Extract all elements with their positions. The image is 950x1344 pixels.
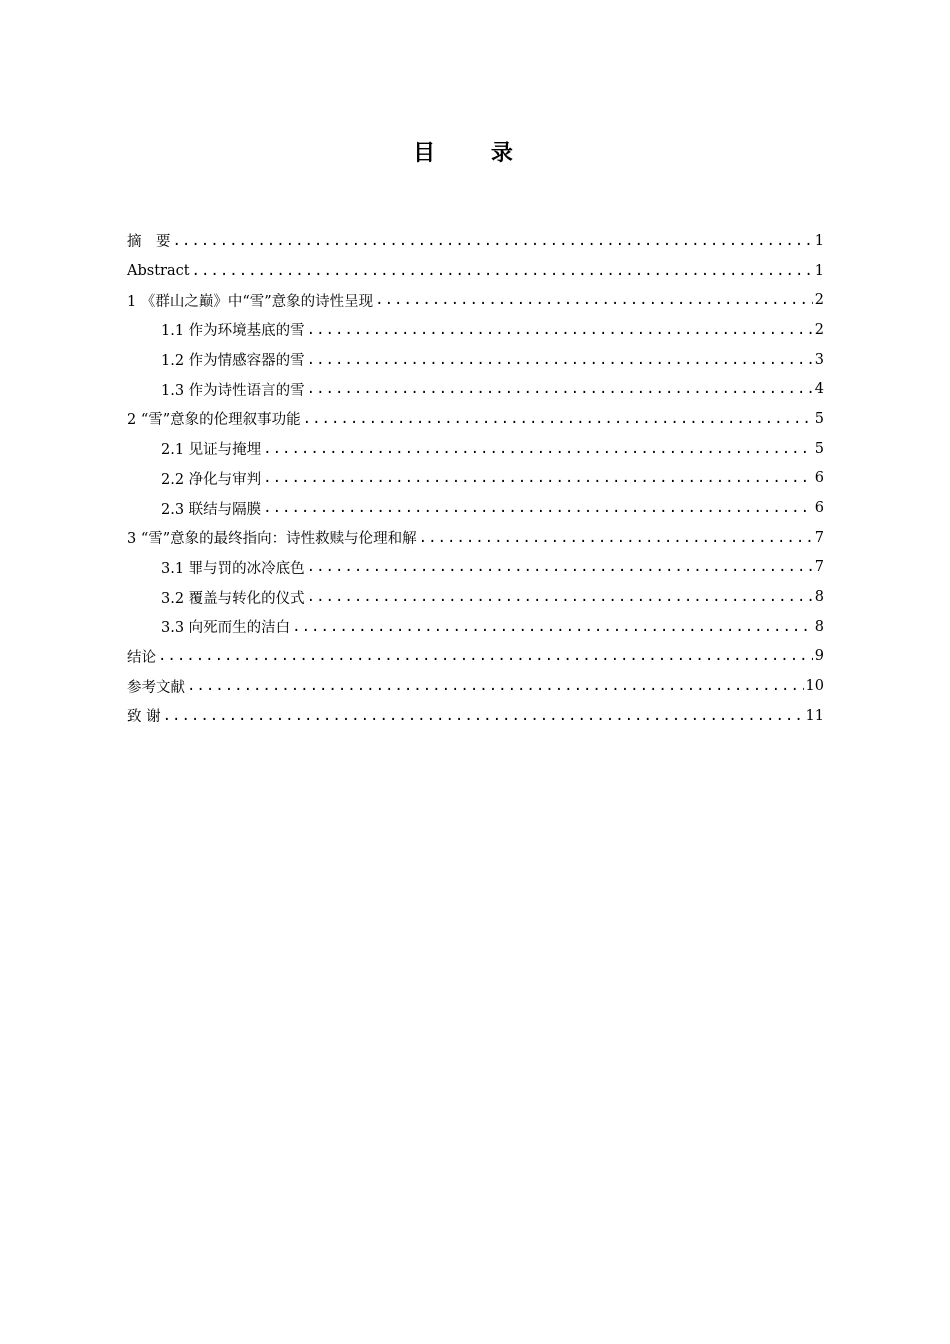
toc-entry-label: 3.3 向死而生的洁白 — [161, 620, 291, 637]
toc-entry-label: 1.1 作为环境基底的雪 — [161, 323, 305, 340]
toc-page-number: 2 — [814, 292, 824, 309]
toc-page-number: 8 — [814, 618, 824, 635]
toc-entry-label: 3.2 覆盖与转化的仪式 — [161, 590, 305, 607]
toc-leader-dots — [307, 381, 813, 397]
toc-subentry[interactable] — [127, 553, 824, 583]
toc-page-number: 7 — [814, 559, 824, 576]
toc-subentry[interactable] — [127, 374, 824, 404]
toc-entry-label: 摘 要 — [127, 234, 171, 251]
toc-leader-dots — [173, 233, 813, 249]
toc-page-number: 5 — [814, 440, 824, 457]
toc-page-number: 2 — [814, 321, 824, 338]
toc-leader-dots — [163, 708, 804, 724]
toc-page-number: 1 — [814, 262, 824, 279]
toc-page-number: 1 — [814, 232, 824, 249]
toc-leader-dots — [375, 292, 813, 308]
toc-page-number: 8 — [814, 589, 824, 606]
toc-subentry[interactable] — [127, 434, 824, 464]
toc-page-number: 7 — [814, 529, 824, 546]
toc-entry-label: 3 “雪”意象的最终指向：诗性救赎与伦理和解 — [127, 531, 417, 548]
toc-subentry[interactable] — [127, 493, 824, 523]
toc-leader-dots — [263, 441, 813, 457]
toc-entry-label: 3.1 罪与罚的冰冷底色 — [161, 560, 305, 577]
toc-page-number: 6 — [814, 500, 824, 517]
toc-page-number: 5 — [814, 410, 824, 427]
toc-entry-label: 1.2 作为情感容器的雪 — [161, 353, 305, 370]
toc-entry[interactable] — [127, 285, 824, 315]
toc-subentry[interactable] — [127, 315, 824, 345]
toc-entry-label: 2.1 见证与掩埋 — [161, 442, 262, 459]
toc-page-number: 10 — [805, 678, 824, 695]
toc-page-number: 11 — [805, 707, 824, 724]
toc-leader-dots — [303, 411, 813, 427]
toc-leader-dots — [307, 352, 813, 368]
toc-entry-label: 结论 — [127, 649, 156, 666]
toc-entry[interactable] — [127, 701, 824, 731]
toc-subentry[interactable] — [127, 612, 824, 642]
toc-page-number: 9 — [814, 648, 824, 665]
toc-page-number: 4 — [814, 381, 824, 398]
toc-entry-label: 致 谢 — [127, 709, 161, 726]
toc-entry-label: 2.3 联结与隔膜 — [161, 501, 262, 518]
toc-leader-dots — [307, 322, 813, 338]
toc-leader-dots — [307, 559, 813, 575]
toc-subentry[interactable] — [127, 582, 824, 612]
toc-entry[interactable] — [127, 226, 824, 256]
toc-entry-label: 2 “雪”意象的伦理叙事功能 — [127, 412, 301, 429]
toc-leader-dots — [419, 530, 813, 546]
toc-title: 目 录 — [413, 141, 537, 166]
toc-entry[interactable] — [127, 671, 824, 701]
toc-leader-dots — [263, 470, 813, 486]
toc-leader-dots — [263, 500, 813, 516]
toc-entry-label: 参考文献 — [127, 679, 185, 696]
toc-leader-dots — [158, 648, 813, 664]
toc-entry[interactable] — [127, 404, 824, 434]
table-of-contents — [127, 226, 824, 731]
toc-entry[interactable] — [127, 256, 824, 286]
toc-entry-label: 2.2 净化与审判 — [161, 471, 262, 488]
toc-entry[interactable] — [127, 523, 824, 553]
toc-leader-dots — [307, 589, 813, 605]
toc-subentry[interactable] — [127, 464, 824, 494]
toc-entry-label: Abstract — [127, 262, 190, 279]
toc-subentry[interactable] — [127, 345, 824, 375]
toc-leader-dots — [292, 619, 813, 635]
toc-page-number: 6 — [814, 470, 824, 487]
toc-leader-dots — [187, 678, 804, 694]
toc-entry-label: 1 《群山之巅》中“雪”意象的诗性呈现 — [127, 293, 374, 310]
toc-leader-dots — [192, 263, 813, 279]
toc-entry[interactable] — [127, 642, 824, 672]
toc-page-number: 3 — [814, 351, 824, 368]
toc-entry-label: 1.3 作为诗性语言的雪 — [161, 382, 305, 399]
